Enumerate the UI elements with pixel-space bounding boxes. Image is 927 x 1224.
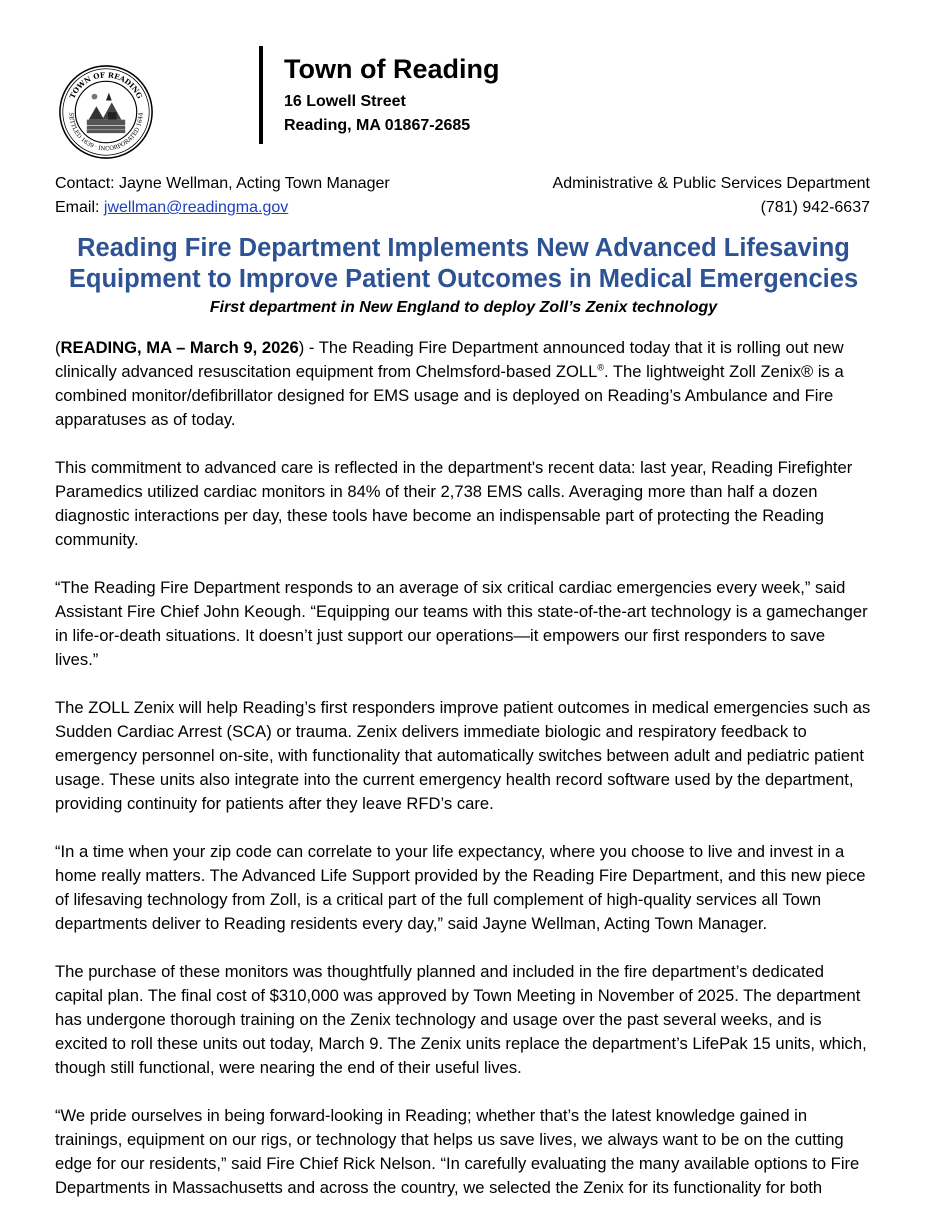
paragraph-1-text: ) - The Reading Fire Department announced today that it is rolling out new clinically advanced resuscitation equipment from Chelmsford-based ZOLL (55, 338, 844, 381)
email-line (55, 196, 390, 220)
headline: Reading Fire Department Implements New Advanced Lifesaving Equipment to Improve Patient Outcomes in Medical Emergencies (68, 234, 859, 293)
paragraph-2: This commitment to advanced care is reflected in the department's recent data: last year, Reading Firefighter Paramedics utilized cardiac monitors in 84% of their 2,738 EMS calls. Averaging more than half a dozen diagnostic interactions per day, these tools have become an indispensable part of protecting the Reading community. (55, 458, 853, 549)
paragraph-4: The ZOLL Zenix will help Reading’s first responders improve patient outcomes in medical emergencies such as Sudden Cardiac Arrest (SCA) or trauma. Zenix delivers immediate biologic and respiratory feedback to emergency personnel on-site, with functionality that automatically switches between adult and pediatric patient usage. These units also integrate into the current emergency health record software used by the department, providing continuity for patients after they leave RFD’s care. (55, 698, 871, 813)
paragraph-1 (55, 336, 873, 432)
paragraph-7: “We pride ourselves in being forward-looking in Reading; whether that’s the latest knowledge gained in trainings, equipment on our rigs, or technology that helps us save lives, we always want to be on the cutting edge for our residents,” said Fire Chief Rick Nelson. “In carefully evaluating the many available options to Fire Departments in Massachusetts and across the country, we selected the Zenix for its functionality for both (55, 1106, 860, 1197)
contact-line: Contact: Jayne Wellman, Acting Town Manager (55, 175, 390, 192)
dateline: READING, MA – March 9, 2026 (60, 338, 299, 357)
registered-mark: ® (597, 362, 604, 373)
letterhead (284, 52, 499, 138)
address-line-2: Reading, MA 01867-2685 (284, 117, 471, 134)
seal-text-bottom: SETTLED 1639 · INCORPORATED 1644 (67, 112, 145, 153)
subheadline: First department in New England to deploy Zoll’s Zenix technology (209, 299, 718, 316)
contact-block (55, 172, 390, 220)
press-release-body (55, 336, 873, 1224)
email-label: Email: (55, 199, 104, 216)
department-block (553, 172, 870, 220)
paragraph-6: The purchase of these monitors was thoughtfully planned and included in the fire department’s dedicated capital plan. The final cost of $310,000 was approved by Town Meeting in November of 2025. The department has undergone thorough training on the Zenix technology and usage over the past several weeks, and is excited to roll these units out today, March 9. The Zenix units replace the department’s LifePak 15 units, which, though still functional, were nearing the end of their useful lives. (55, 962, 867, 1077)
letterhead-divider (259, 46, 263, 144)
paragraph-3: “The Reading Fire Department responds to an average of six critical cardiac emergencies every week,” said Assistant Fire Chief John Keough. “Equipping our teams with this state-of-the-art technology is a gamechanger in life-or-death situations. It doesn’t just support our operations—it empowers our first responders to save lives.” (55, 578, 868, 669)
email-link[interactable]: jwellman@readingma.gov (103, 199, 289, 216)
dateline-open: ( (55, 338, 61, 357)
seal-text-top: TOWN OF READING (67, 70, 145, 100)
address-line-1: 16 Lowell Street (284, 93, 406, 110)
paragraph-5: “In a time when your zip code can correlate to your life expectancy, where you choose to live and invest in a home really matters. The Advanced Life Support provided by the Reading Fire Department, and this new piece of lifesaving technology from Zoll, is a critical part of the full complement of high-quality services all Town departments deliver to Reading residents every day,” said Jayne Wellman, Acting Town Manager. (55, 842, 866, 933)
town-name: Town of Reading (284, 54, 500, 84)
department-name: Administrative & Public Services Department (552, 175, 870, 192)
paragraph-1-text-2: . The lightweight Zoll Zenix® is a combined monitor/defibrillator designed for EMS usage and is deployed on Reading’s Ambulance and Fire apparatuses as of today. (55, 362, 844, 429)
phone-number: (781) 942-6637 (760, 199, 870, 216)
town-seal-logo (58, 64, 154, 160)
